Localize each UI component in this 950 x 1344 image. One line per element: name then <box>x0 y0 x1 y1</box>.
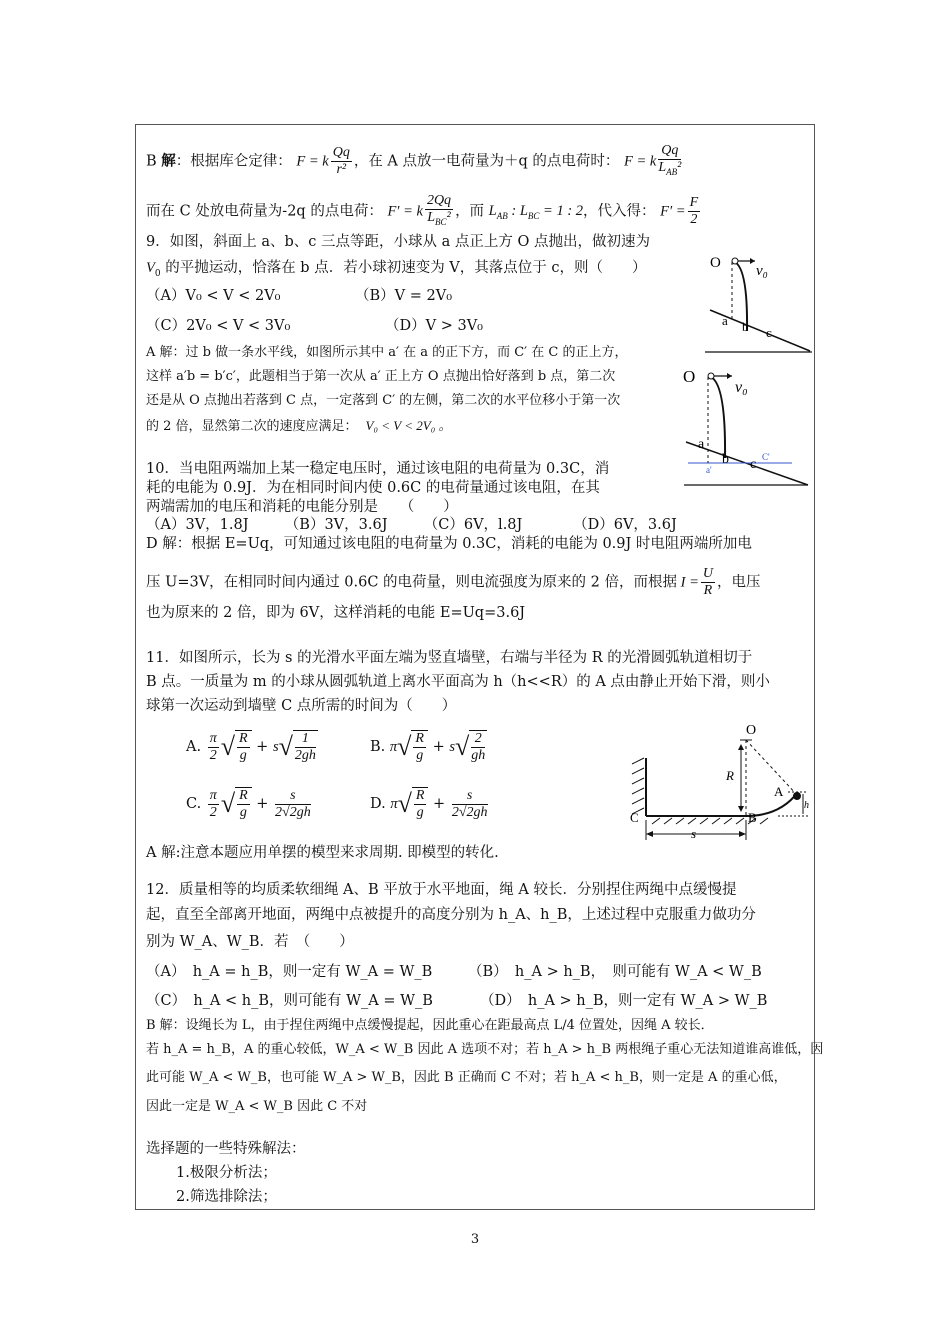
s9-line4 <box>146 416 451 437</box>
text: ，代入得： <box>583 203 656 220</box>
label-O: O <box>746 723 757 738</box>
q9-line1: 9．如图，斜面上 a、b、c 三点等距，小球从 a 点正上方 O 点抛出，做初速为 <box>146 234 650 250</box>
text: 的 2 倍，显然第二次的速度应满足： <box>146 419 358 434</box>
s12-line2: 若 h_A = h_B，A 的重心较低，W_A < W_B 因此 A 选项不对；若 h_A > h_B 两根绳子重心无法知道谁高谁低，因 <box>146 1042 824 1057</box>
label-A: A <box>774 784 784 799</box>
text: 压 U=3V，在相同时间内通过 0.6C 的电荷量，则电流强度为原来的 2 倍，而根据 <box>146 574 677 591</box>
q12-line1: 12．质量相等的均质柔软细绳 A、B 平放于水平地面，绳 A 较长．分别捏住两绳中点缓慢提 <box>146 882 737 898</box>
label-a: a <box>698 437 705 452</box>
option-letter: C. <box>186 796 202 812</box>
q10-line1: 10．当电阻两端加上某一稳定电压时，通过该电阻的电荷量为 0.3C，消 <box>146 461 610 477</box>
method-item: 1.极限分析法； <box>176 1165 277 1181</box>
q10-line3: 两端需加的电压和消耗的电能分别是 （ ） <box>146 499 458 515</box>
text: ，在 A 点放一电荷量为＋q 的点电荷时： <box>353 153 620 170</box>
label-R: R <box>726 768 734 783</box>
methods-heading: 选择题的一些特殊解法： <box>146 1141 306 1157</box>
formula: F′ = k <box>387 203 423 220</box>
q11-option-a: A. $\frac{\pi}{2}$ √ $\frac{R}{g}$ + s√ $\frac{1}{2gh}$ <box>186 730 316 763</box>
q11-option-d: D. π√ $\frac{R}{g}$ + $\frac{s}{2√2gh}$ <box>370 787 488 820</box>
s10-line2: 压 U=3V，在相同时间内通过 0.6C 的电荷量，则电流强度为原来的 2 倍，而根据 I = $\frac{U}{R}$ ，电压 <box>146 566 761 598</box>
formula-frac: $\frac{Qq}{\text{r²}}$ <box>332 144 350 177</box>
answer-letter: B <box>146 153 157 170</box>
formula-frac: $\frac{2Qq}{L_{BC}^2}$ <box>426 193 452 227</box>
label-a: a <box>722 313 728 328</box>
projectile-diagram-1 <box>700 245 815 360</box>
s10-line1: D 解：根据 E=Uq，可知通过该电阻的电荷量为 0.3C，消耗的电能为 0.9J 时电阻两端所加电 <box>146 536 752 552</box>
q9-option-a: （A）V₀ < V < 2V₀ <box>146 288 281 304</box>
label-c: c <box>750 457 757 472</box>
formula-frac: $\frac{F}{2}$ <box>689 194 699 227</box>
formula-frac: $\frac{Qq}{L_{AB}^2}$ <box>658 143 682 177</box>
s12-line1: B 解：设绳长为 L，由于捏住两绳中点缓慢提起，因此重心在距最高点 L/4 位置处，因绳 A 较长． <box>146 1018 714 1033</box>
label-s: s <box>691 826 697 841</box>
text: ，而 <box>455 203 485 220</box>
q12-option-c: （C） h_A < h_B，则可能有 W_A = W_B <box>146 993 433 1009</box>
option-letter: D. <box>370 796 386 812</box>
s9-line1: A 解：过 b 做一条水平线，如图所示其中 a′ 在 a 的正下方，而 C′ 在 C 的正上方， <box>146 345 628 360</box>
q12-option-a: （A） h_A = h_B，则一定有 W_A = W_B <box>146 964 433 980</box>
q11-option-b: B. π√ $\frac{R}{g}$ + s√ $\frac{2}{gh}$ <box>370 731 486 763</box>
formula-frac: $\frac{U}{R}$ <box>702 566 713 598</box>
label-B: B <box>748 810 757 825</box>
q12-option-b: （B） h_A > h_B， 则可能有 W_A < W_B <box>468 964 762 980</box>
q10-options: （A）3V，1.8J （B）3V，3.6J （C）6V，l.8J （D）6V，3.6J <box>146 517 677 533</box>
option-letter: B. <box>370 739 386 755</box>
pendulum-track-diagram <box>628 720 812 845</box>
q9-line2: $V_0$ 的平抛运动，恰落在 b 点．若小球初速变为 V，其落点位于 c，则（ ） <box>146 260 647 279</box>
text: ：根据库仑定律： <box>175 153 292 170</box>
label-O: O <box>710 255 721 271</box>
label-v0: v₀ <box>735 379 748 396</box>
label-v0: v₀ <box>756 263 768 279</box>
q11-line1: 11．如图所示，长为 s 的光滑水平面左端为竖直墙壁，右端与半径为 R 的光滑圆弧轨道相切于 <box>146 650 753 666</box>
formula: $L_{AB}$ : $L_{BC} = 1$ : 2 <box>488 203 584 222</box>
option-letter: A. <box>186 739 202 755</box>
q12-line3: 别为 W_A、W_B．若 （ ） <box>146 934 354 950</box>
label-c: c <box>766 325 772 340</box>
page-number: 3 <box>470 1232 480 1247</box>
q9-option-c: （C）2V₀ < V < 3V₀ <box>146 318 291 334</box>
formula: V₀ < V < 2V₀ 。 <box>365 418 452 433</box>
s11-line: A 解:注意本题应用单摆的模型来求周期. 即模型的转化. <box>146 845 499 861</box>
label-b: b <box>722 452 729 467</box>
q11-line2: B 点。一质量为 m 的小球从圆弧轨道上离水平面高为 h（h<<R）的 A 点由静止开始下滑，则小 <box>146 674 770 690</box>
formula: F′ = <box>660 203 686 220</box>
q12-line2: 起，直至全部离开地面，两绳中点被提升的高度分别为 h_A、h_B，上述过程中克服重力做功分 <box>146 907 756 923</box>
s10-line3: 也为原来的 2 倍，即为 6V，这样消耗的电能 E=Uq=3.6J <box>146 605 526 621</box>
q10-line2: 耗的电能为 0.9J．为在相同时间内使 0.6C 的电荷量通过该电阻，在其 <box>146 480 600 496</box>
label-h: h <box>804 800 809 811</box>
q9-option-b: （B）V = 2V₀ <box>355 288 453 304</box>
text: 而在 C 处放电荷量为-2q 的点电荷： <box>146 203 383 220</box>
s12-line3: 此可能 W_A < W_B，也可能 W_A > W_B，因此 B 正确而 C 不对；若 h_A < h_B，则一定是 A 的重心低， <box>146 1070 787 1085</box>
text: 的平抛运动，恰落在 b 点．若小球初速变为 V，其落点位于 c，则（ ） <box>165 260 647 276</box>
text: ，电压 <box>717 574 761 591</box>
projectile-diagram-2 <box>680 360 810 490</box>
label-c-prime: C' <box>762 452 770 462</box>
formula: F = k <box>296 153 329 170</box>
q9-option-d: （D）V > 3V₀ <box>385 318 483 334</box>
label-O: O <box>683 367 696 386</box>
method-item: 2.筛选排除法； <box>176 1189 277 1205</box>
q12-option-d: （D） h_A > h_B，则一定有 W_A > W_B <box>480 993 768 1009</box>
s9-line3: 还是从 O 点抛出若落到 C 点，一定落到 C′ 的左侧，第二次的水平位移小于第一次 <box>146 393 621 408</box>
label-C: C <box>630 810 639 825</box>
solution-8-line1 <box>146 143 683 180</box>
formula: F = k <box>624 153 657 170</box>
s12-line4: 因此一定是 W_A < W_B 因此 C 不对 <box>146 1099 368 1114</box>
solution-label: 解 <box>161 152 176 170</box>
q11-line3: 球第一次运动到墙壁 C 点所需的时间为（ ） <box>146 698 457 714</box>
q11-option-c: C. $\frac{\pi}{2}$ √ $\frac{R}{g}$ + $\frac{s}{2√2gh}$ <box>186 787 311 820</box>
label-a-prime: a' <box>706 465 712 475</box>
s9-line2: 这样 a′b = b′c′，此题相当于第一次从 a′ 正上方 O 点抛出恰好落到 b 点，第二次 <box>146 369 616 384</box>
label-b: b <box>742 319 749 334</box>
solution-8-line2 <box>146 193 702 230</box>
